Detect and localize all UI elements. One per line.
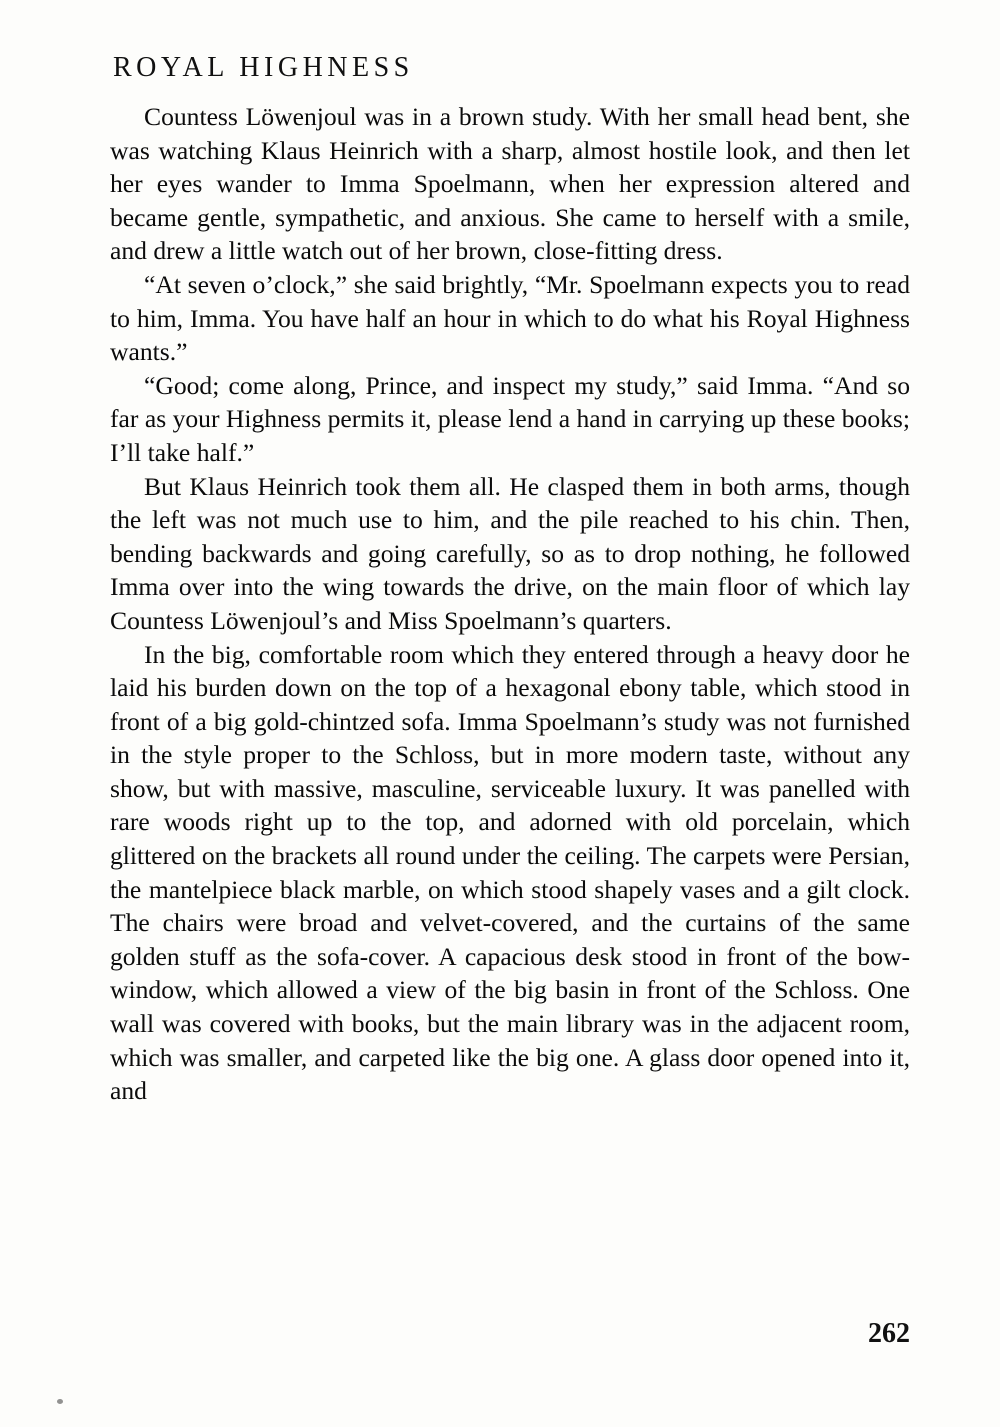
paragraph: In the big, comfortable room which they entered through a heavy door he laid his burden down on the top of a hexagonal ebony table, which stood in front of a big gold-chintzed sofa. Imma Spoelmann’s study was not furnished in the style proper to the Schloss, but in more modern taste, without any show, but with massive, masculine, serviceable luxury. It was panelled with rare woods right up to the top, and adorned with old porcelain, which glittered on the brackets all round under the ceiling. The carpets were Persian, the mantelpiece black marble, on which stood shapely vases and a gilt clock. The chairs were broad and velvet-covered, and the curtains of the same golden stuff as the sofa-cover. A capacious desk stood in front of the bow-window, which allowed a view of the big basin in front of the Schloss. One wall was covered with books, but the main library was in the adjacent room, which was smaller, and carpeted like the big one. A glass door opened into it, and <box>110 639 910 1106</box>
paragraph: But Klaus Heinrich took them all. He clasped them in both arms, though the left was not much use to him, and the pile reached to his chin. Then, bending backwards and going carefully, so as to drop nothing, he followed Imma over into the wing towards the drive, on the main floor of which lay Countess Löwenjoul’s and Miss Spoelmann’s quarters. <box>110 471 910 635</box>
running-head: ROYAL HIGHNESS <box>113 52 414 83</box>
body-text <box>110 100 910 1108</box>
paragraph: Countess Löwenjoul was in a brown study. With her small head bent, she was watching Klaus Heinrich with a sharp, almost hostile look, and then let her eyes wander to Imma Spoelmann, when her expression altered and became gentle, sympathetic, and anxious. She came to herself with a smile, and drew a little watch out of her brown, close-fitting dress. <box>110 102 910 266</box>
page-speck <box>57 1399 63 1404</box>
paragraph: “Good; come along, Prince, and inspect my study,” said Imma. “And so far as your Highness permits it, please lend a hand in carrying up these books; I’ll take half.” <box>110 370 910 467</box>
paragraph: “At seven o’clock,” she said brightly, “Mr. Spoelmann expects you to read to him, Imma. You have half an hour in which to do what his Royal Highness wants.” <box>110 269 910 367</box>
page-number: 262 <box>868 1318 910 1349</box>
